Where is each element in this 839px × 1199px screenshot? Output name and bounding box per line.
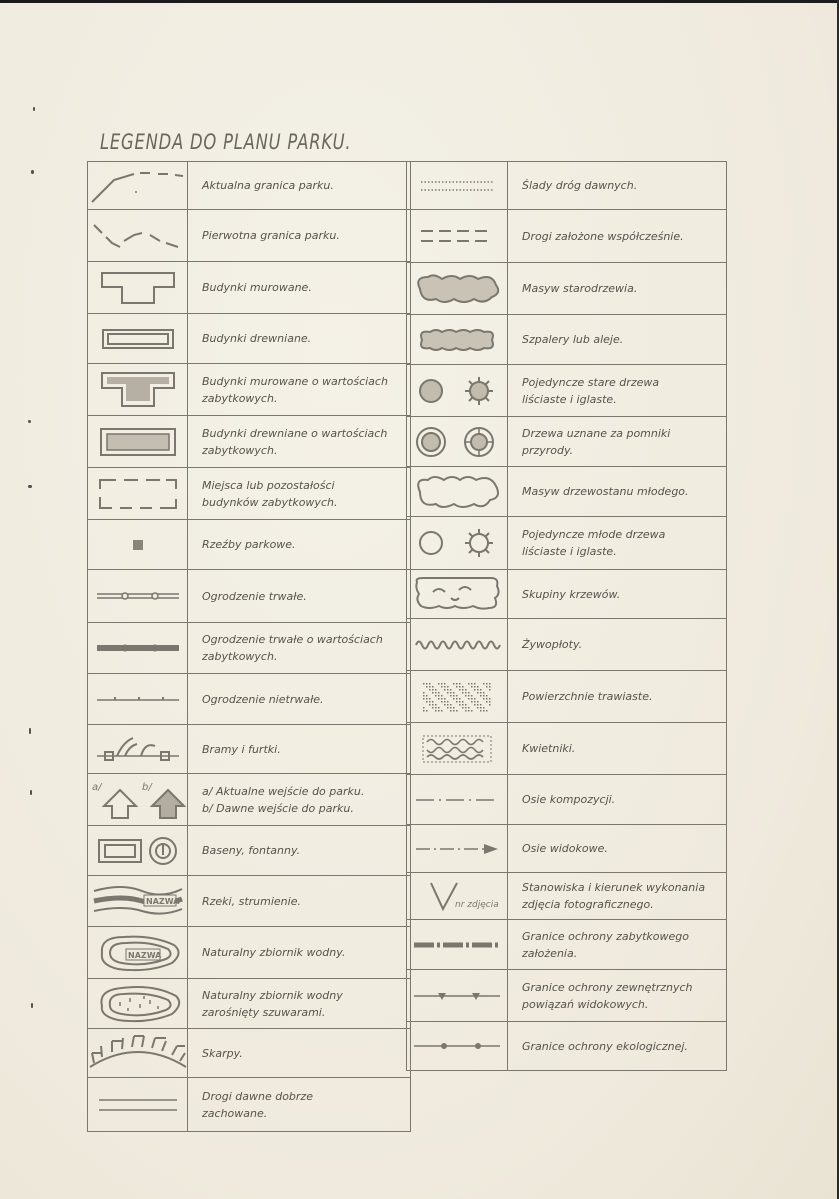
legend-row-left-19 xyxy=(88,1078,411,1132)
svg-text:NAZWA: NAZWA xyxy=(145,897,179,906)
legend-label: Naturalny zbiornik wodny zarośnięty szuwarami. xyxy=(202,988,343,1019)
legend-label: Drogi założone współcześnie. xyxy=(522,229,684,243)
legend-label: Pojedyncze stare drzewa liściaste i iglaste. xyxy=(522,375,660,406)
legend-row-right-14 xyxy=(407,825,727,873)
scan-edge-top xyxy=(0,0,839,3)
composition-axis-icon xyxy=(407,775,508,824)
legend-row-right-18 xyxy=(407,1022,727,1071)
historic-fence-icon xyxy=(88,623,188,673)
legend-label: Budynki murowane o wartościach zabytkowych. xyxy=(202,374,388,405)
margin-mark xyxy=(31,170,34,174)
legend-label: Budynki drewniane o wartościach zabytkowych. xyxy=(202,426,388,457)
young-tree-mass-icon xyxy=(407,467,508,516)
legend-row-right-15 xyxy=(407,873,727,920)
legend-row-left-7 xyxy=(88,468,411,520)
legend-label: Pierwotna granica parku. xyxy=(202,229,340,242)
legend-label: Kwietniki. xyxy=(522,742,576,755)
legend-label: Aktualna granica parku. xyxy=(202,179,334,192)
legend-row-left-18 xyxy=(88,1029,411,1078)
natural-pond-icon xyxy=(88,927,188,978)
margin-mark xyxy=(29,728,31,734)
gates-icon xyxy=(88,725,188,773)
legend-label: Osie widokowe. xyxy=(522,842,608,855)
legend-label: Skarpy. xyxy=(202,1046,243,1060)
legend-label: Granice ochrony zewnętrznych powiązań widokowych. xyxy=(522,980,693,1011)
legend-row-left-8 xyxy=(88,520,411,570)
wooden-building-icon xyxy=(88,314,188,363)
legend-label: Osie kompozycji. xyxy=(522,793,616,806)
dashed-angle-line-icon xyxy=(88,210,188,261)
legend-label: Żywopłoty. xyxy=(522,638,583,651)
svg-text:a/: a/ xyxy=(91,781,101,793)
svg-text:NAZWA: NAZWA xyxy=(127,950,161,960)
avenue-icon xyxy=(407,315,508,364)
svg-text:nr zdjęcia: nr zdjęcia xyxy=(455,900,499,910)
legend-row-right-3 xyxy=(407,263,727,315)
legend-label: Masyw drzewostanu młodego. xyxy=(522,485,689,498)
photo-position-icon xyxy=(407,873,508,919)
legend-left-column xyxy=(87,161,411,1132)
legend-row-right-1 xyxy=(407,162,727,210)
margin-mark xyxy=(28,485,32,488)
legend-label: Bramy i furtki. xyxy=(202,742,281,756)
legend-label: Powierzchnie trawiaste. xyxy=(522,690,653,703)
legend-label: Stanowiska i kierunek wykonania zdjęcia fotograficznego. xyxy=(522,881,706,911)
pool-fountain-icon xyxy=(88,826,188,875)
legend-row-left-11 xyxy=(88,674,411,725)
legend-row-right-7 xyxy=(407,467,727,517)
legend-row-right-11 xyxy=(407,671,727,723)
old-tree-mass-icon xyxy=(407,263,508,314)
legend-label: Skupiny krzewów. xyxy=(522,587,621,601)
legend-row-left-10 xyxy=(88,623,411,674)
legend-row-right-10 xyxy=(407,619,727,671)
legend-row-left-5 xyxy=(88,364,411,416)
margin-mark xyxy=(28,420,31,423)
permanent-fence-icon xyxy=(88,570,188,622)
legend-row-left-1 xyxy=(88,162,411,210)
legend-label: Granice ochrony zabytkowego założenia. xyxy=(522,929,690,960)
legend-row-right-2 xyxy=(407,210,727,263)
monument-trees-icon xyxy=(407,417,508,466)
margin-mark xyxy=(33,107,35,111)
flowerbeds-icon xyxy=(407,723,508,774)
legend-label: Budynki murowane. xyxy=(202,281,312,294)
legend-right-column xyxy=(406,161,727,1071)
legend-row-left-17 xyxy=(88,979,411,1029)
legend-row-left-6 xyxy=(88,416,411,468)
sculpture-square-icon xyxy=(88,520,188,569)
legend-row-right-16 xyxy=(407,920,727,970)
legend-label: Ślady dróg dawnych. xyxy=(522,179,638,192)
dash-dot-line-icon xyxy=(88,162,188,209)
legend-label: Miejsca lub pozostałości budynków zabytkowych. xyxy=(202,478,338,509)
old-roads-icon xyxy=(88,1078,188,1131)
margin-mark xyxy=(30,790,32,795)
legend-label: Pojedyncze młode drzewa liściaste i iglaste. xyxy=(522,528,666,558)
legend-row-left-14 xyxy=(88,826,411,876)
legend-label: Naturalny zbiornik wodny. xyxy=(202,946,346,959)
legend-label: Ogrodzenie nietrwałe. xyxy=(202,692,324,706)
legend-label: Drogi dawne dobrze zachowane. xyxy=(202,1089,313,1120)
legend-label: Baseny, fontanny. xyxy=(202,844,301,857)
legend-row-left-4 xyxy=(88,314,411,364)
legend-row-left-9 xyxy=(88,570,411,623)
legend-label: Budynki drewniane. xyxy=(202,332,312,345)
hedges-icon xyxy=(407,619,508,670)
legend-row-right-17 xyxy=(407,970,727,1022)
view-protection-boundary-icon xyxy=(407,970,508,1021)
legend-label: Granice ochrony ekologicznej. xyxy=(522,1039,688,1053)
legend-label: Drzewa uznane za pomniki przyrody. xyxy=(522,426,671,457)
legend-row-left-15 xyxy=(88,876,411,927)
legend-row-left-2 xyxy=(88,210,411,262)
masonry-building-icon xyxy=(88,262,188,313)
legend-row-left-13 xyxy=(88,774,411,826)
slope-icon xyxy=(88,1029,188,1077)
building-remains-icon xyxy=(88,468,188,519)
view-axis-icon xyxy=(407,825,508,872)
legend-label: Masyw starodrzewia. xyxy=(522,282,638,295)
legend-title: LEGENDA DO PLANU PARKU. xyxy=(100,130,352,154)
shrub-groups-icon xyxy=(407,570,508,618)
legend-row-right-5 xyxy=(407,365,727,417)
margin-mark xyxy=(31,1003,33,1008)
legend-row-left-3 xyxy=(88,262,411,314)
overgrown-pond-icon xyxy=(88,979,188,1028)
legend-label: Ogrodzenie trwałe. xyxy=(202,589,307,603)
svg-text:b/: b/ xyxy=(141,781,152,793)
heritage-protection-boundary-icon xyxy=(407,920,508,969)
river-icon xyxy=(88,876,188,926)
legend-row-right-6 xyxy=(407,417,727,467)
dotted-double-line-icon xyxy=(407,162,508,209)
legend-label: Ogrodzenie trwałe o wartościach zabytkowych. xyxy=(202,633,383,663)
ecological-protection-boundary-icon xyxy=(407,1022,508,1070)
legend-row-right-9 xyxy=(407,570,727,619)
temporary-fence-icon xyxy=(88,674,188,724)
entrance-arrows-icon xyxy=(88,774,188,825)
historic-wooden-building-icon xyxy=(88,416,188,467)
legend-row-right-12 xyxy=(407,723,727,775)
legend-label: a/ Aktualne wejście do parku. b/ Dawne wejście do parku. xyxy=(202,784,365,815)
legend-label: Rzeźby parkowe. xyxy=(202,538,296,551)
legend-label: Szpalery lub aleje. xyxy=(522,333,624,346)
legend-row-right-13 xyxy=(407,775,727,825)
historic-masonry-building-icon xyxy=(88,364,188,415)
young-single-trees-icon xyxy=(407,517,508,569)
legend-label: Rzeki, strumienie. xyxy=(202,894,301,908)
old-single-trees-icon xyxy=(407,365,508,416)
dashed-double-line-icon xyxy=(407,210,508,262)
legend-row-left-12 xyxy=(88,725,411,774)
legend-row-left-16 xyxy=(88,927,411,979)
legend-row-right-4 xyxy=(407,315,727,365)
legend-row-right-8 xyxy=(407,517,727,570)
grass-area-icon xyxy=(407,671,508,722)
